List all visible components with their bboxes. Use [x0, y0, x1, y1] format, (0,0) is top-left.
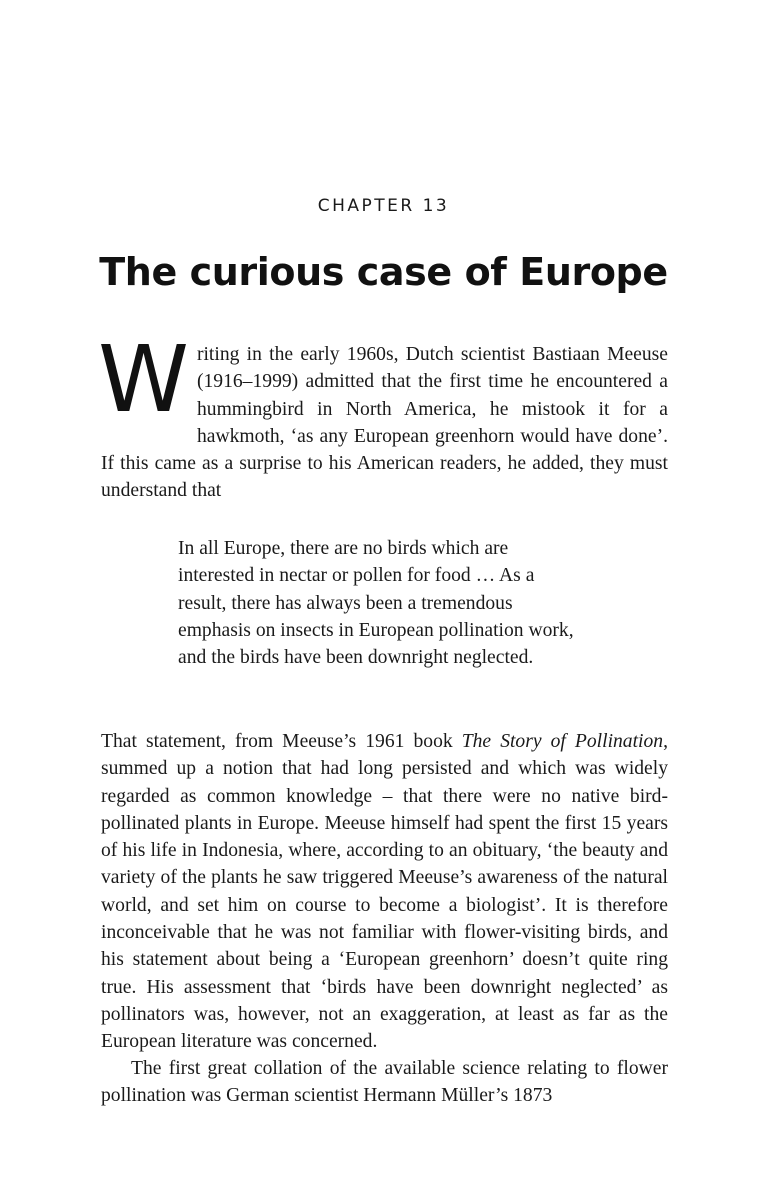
block-quote [178, 535, 578, 671]
book-title: The Story of Pollination [461, 731, 664, 752]
paragraph-second-intro: That statement, from Meeuse’s 1961 book [101, 731, 462, 752]
paragraph-second-content [101, 728, 668, 1056]
block-quote-text: In all Europe, there are no birds which are interested in nectar or pollen for food … As a result, there has always been a tremendous emphasis on insects in European pollination work, and the birds have been downright neglected. [178, 538, 574, 669]
drop-cap: W [98, 326, 189, 433]
paragraph-opening-text: riting in the early 1960s, Dutch scientist Bastiaan Meeuse (1916–1999) admitted that the first time he encountered a hummingbird in North America, he mistook it for a hawkmoth, ‘as any European greenhorn would have done’. If this came as a surprise to his American readers, he added, they must understand that [101, 344, 668, 502]
paragraph-third [101, 1055, 668, 1110]
paragraph-opening [98, 326, 668, 505]
paragraph-third-text: The first great collation of the available science relating to flower pollination was German scientist Hermann Müller’s 1873 [101, 1058, 668, 1107]
paragraph-second [101, 728, 668, 1056]
chapter-number: CHAPTER 13 [317, 196, 450, 216]
chapter-title: The curious case of Europe [99, 250, 668, 294]
paragraph-second-rest: , summed up a notion that had long persisted and which was widely regarded as common knowledge – that there were no native bird-pollinated plants in Europe. Meeuse himself had spent the first 15 years of his life in Indonesia, where, according to an obituary, ‘the beauty and variety of the plants he saw triggered Meeuse’s awareness of the natural world, and set him on course to become a biologist’. It is therefore inconceivable that he was not familiar with flower-visiting birds, and his statement about being a ‘European greenhorn’ doesn’t quite ring true. His assessment that ‘birds have been downright neglected’ as pollinators was, however, not an exaggeration, at least as far as the European literature was concerned. [101, 731, 668, 1053]
